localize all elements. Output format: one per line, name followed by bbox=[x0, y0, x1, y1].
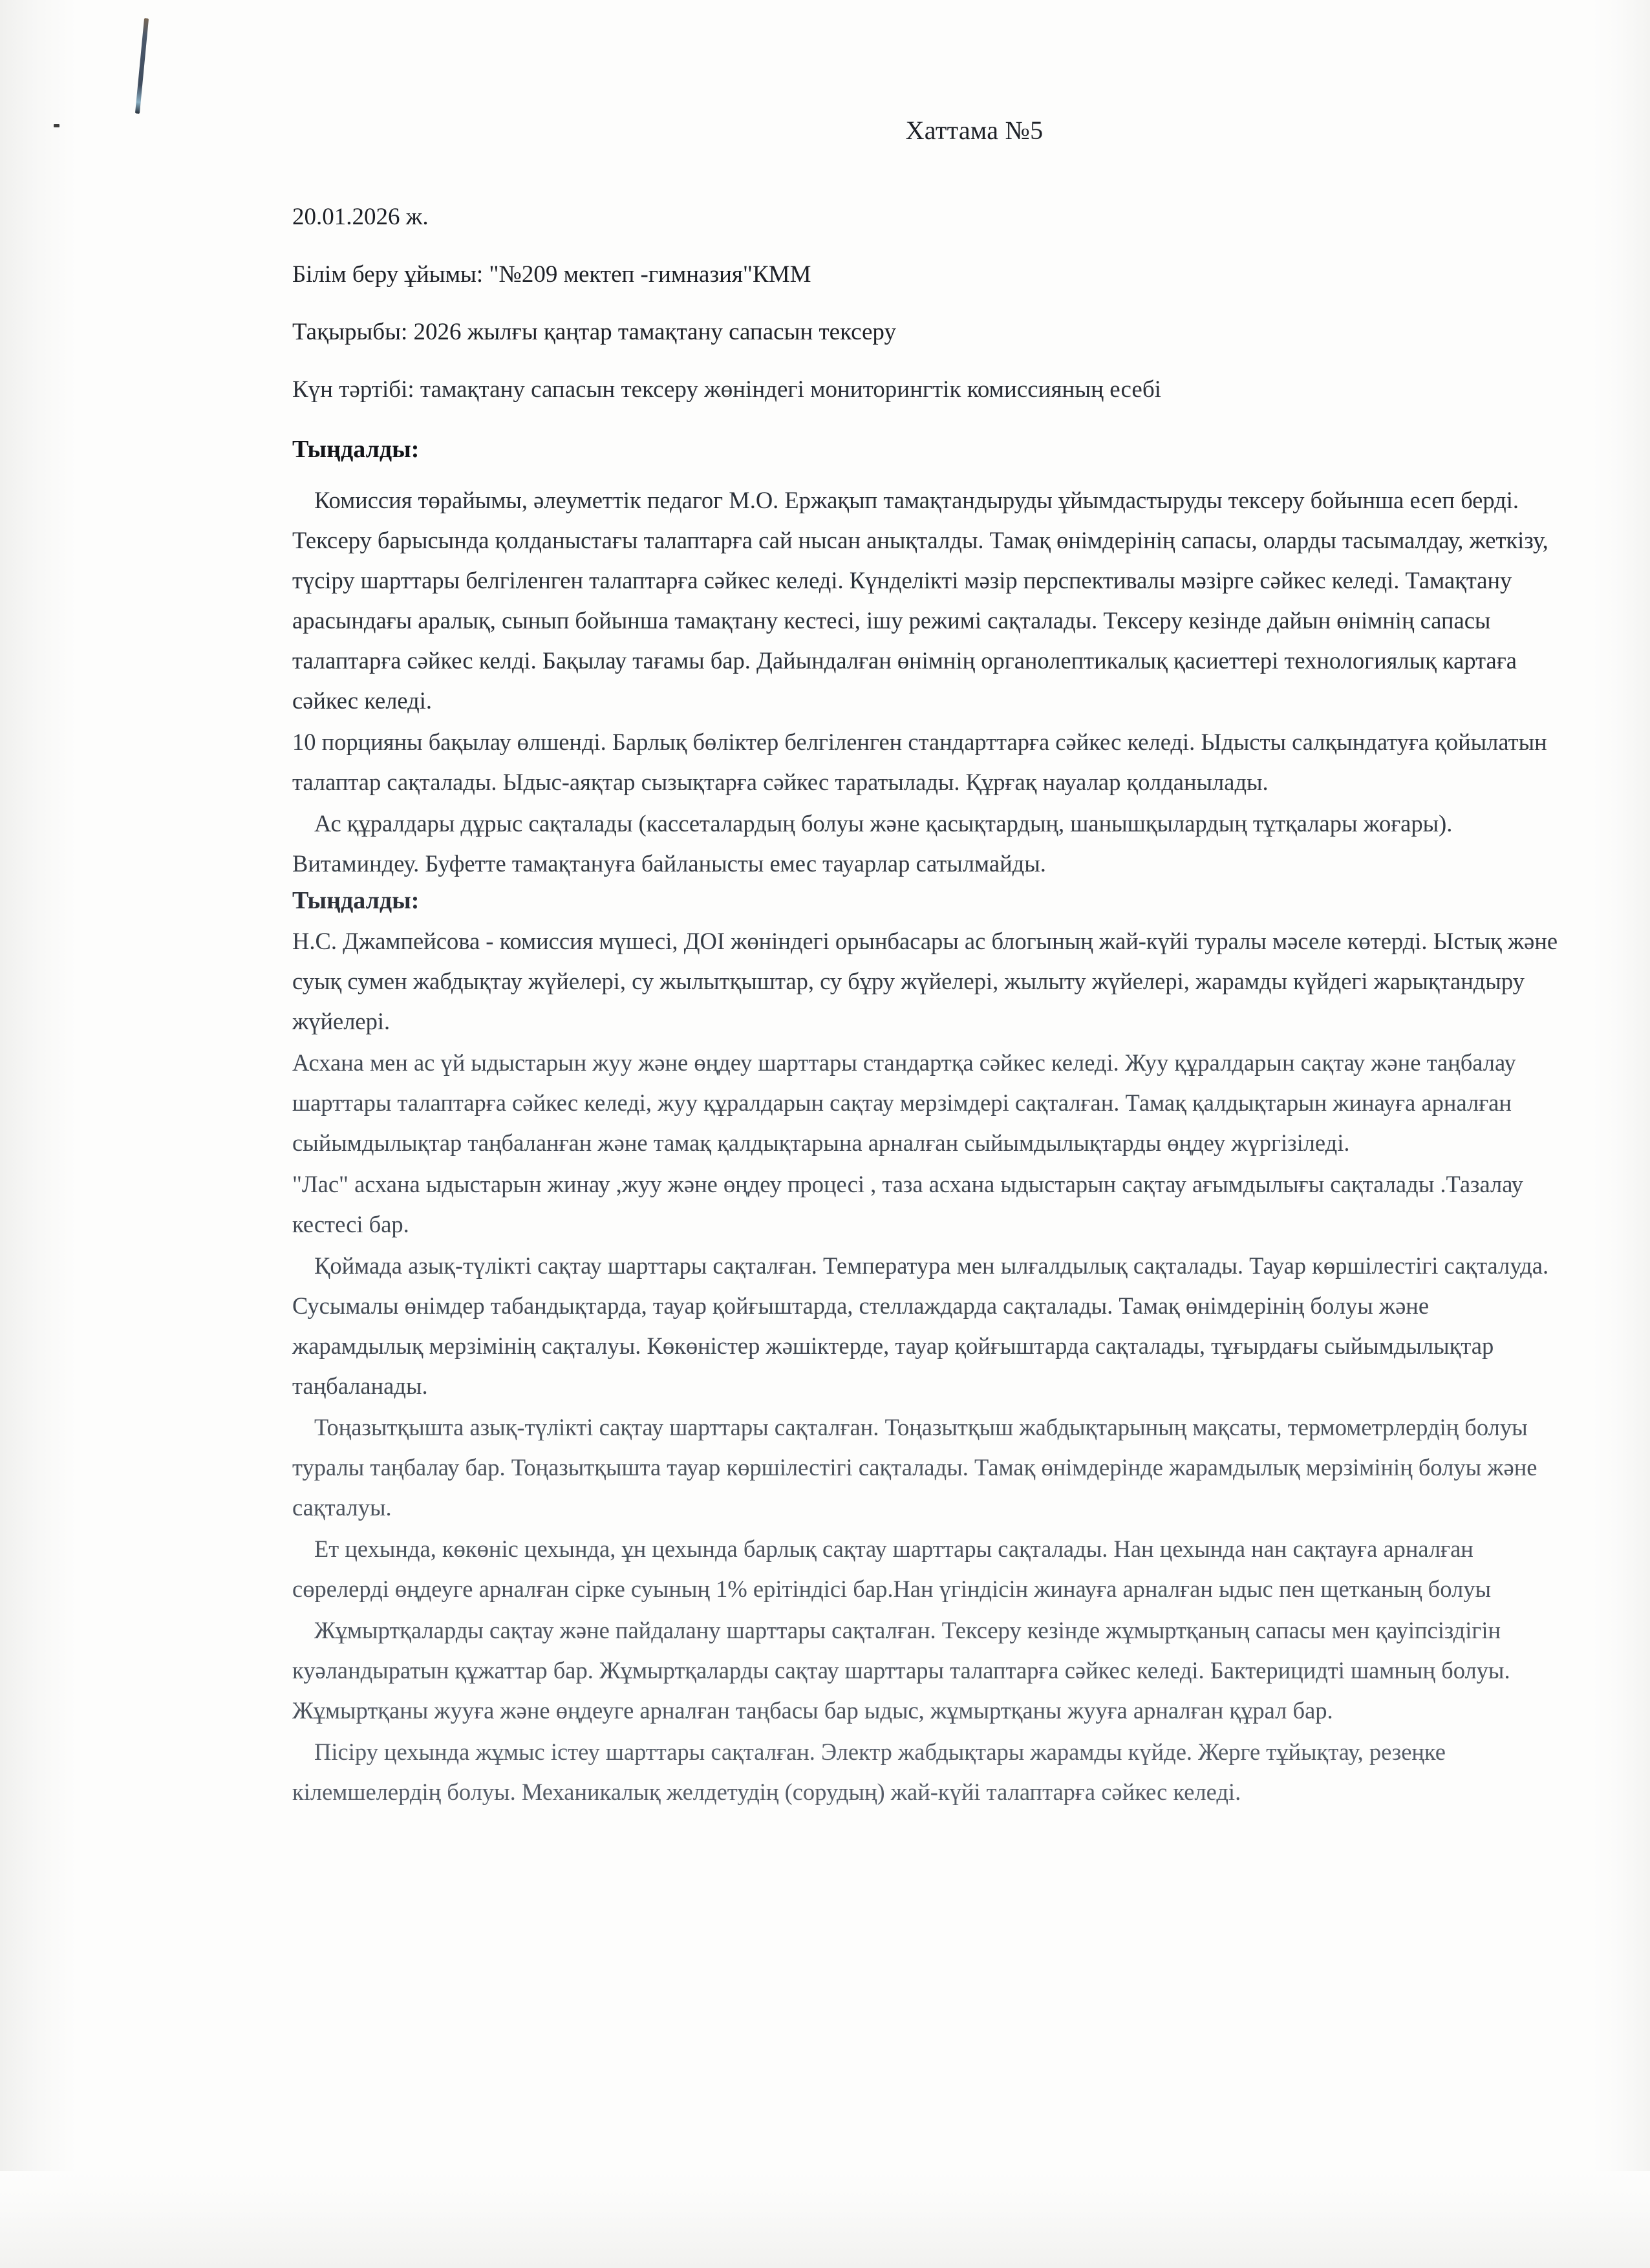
document-date: 20.01.2026 ж. bbox=[292, 204, 429, 230]
section-heading-listened-second: Тыңдалды: bbox=[292, 887, 420, 914]
body-paragraph-9: Ет цехында, көкөніс цехында, ұн цехында барлық сақтау шарттары сақталады. Нан цехында нан сақтауға арналған сөрелерді өңдеуге арналған сірке суының 1% ерітіндісі бар.Нан үгіндісін жинауға арналған ыдыс пен щетканың болуы bbox=[292, 1535, 1492, 1602]
document-content bbox=[292, 0, 1559, 1813]
body-paragraph-4: Н.С. Джампейсова - комиссия мүшесі, ДОІ жөніндегі орынбасары ас блогының жай-күйі туралы мәселе көтерді. Ыстық және суық сумен жабдықтау жүйелері, су жылытқыштар, су бұру жүйелері, жылыту жүйелері, жарамды күйдегі жарықтандыру жүйелері. bbox=[292, 928, 1558, 1034]
body-paragraph-8: Тоңазытқышта азық-түлікті сақтау шарттары сақталған. Тоңазытқыш жабдықтарының мақсаты, термометрлердің болуы туралы таңбалау бар. Тоңазытқышта тауар көршілестігі сақталады. Тамақ өнімдерінде жарамдылық мерзімінің болуы және сақталуы. bbox=[292, 1414, 1538, 1521]
body-paragraph-7: Қоймада азық-түлікті сақтау шарттары сақталған. Температура мен ылғалдылық сақталады. Тауар көршілестігі сақталуда. Сусымалы өнімдер табандықтарда, тауар қойғыштарда, стеллаждарда сақталады. Тамақ өнімдерінің болуы және жарамдылық мерзімінің сақталуы. Көкөністер жәшіктерде, тауар қойғыштарда сақталады, тұғырдағы сыйымдылықтар таңбаланады. bbox=[292, 1252, 1549, 1399]
pen-stroke-artifact bbox=[135, 18, 149, 114]
body-paragraph-6: "Лас" асхана ыдыстарын жинау ,жуу және өңдеу процесі , таза асхана ыдыстарын сақтау ағымдылығы сақталады .Тазалау кестесі бар. bbox=[292, 1171, 1523, 1237]
body-paragraph-3: Ас құралдары дұрыс сақталады (кассеталардың болуы және қасықтардың, шанышқылардың тұтқалары жоғары). Витаминдеу. Буфетте тамақтануға байланысты емес тауарлар сатылмайды. bbox=[292, 810, 1453, 877]
page-title: Хаттама №5 bbox=[905, 116, 1044, 145]
body-paragraph-1: Комиссия төрайымы, әлеуметтік педагог М.О. Ержақып тамақтандыруды ұйымдастыруды тексеру бойынша есеп берді. Тексеру барысында қолданыстағы талаптарға сай нысан анықталды. Тамақ өнімдерінің сапасы, оларды тасымалдау, жеткізу, түсіру шарттары белгіленген талаптарға сәйкес келеді. Күнделікті мәзір перспективалы мәзірге сәйкес келеді. Тамақтану арасындағы аралық, сынып бойынша тамақтану кестесі, ішу режимі сақталады. Тексеру кезінде дайын өнімнің сапасы талаптарға сәйкес келді. Бақылау тағамы бар. Дайындалған өнімнің органолептикалық қасиеттері технологиялық картаға сәйкес келеді. bbox=[292, 487, 1548, 714]
body-paragraph-2: 10 порцияны бақылау өлшенді. Барлық бөліктер белгіленген стандарттарға сәйкес келеді. Ыдысты салқындатуға қойылатын талаптар сақталады. Ыдыс-аяқтар сызықтарға сәйкес таратылады. Құрғақ науалар қолданылады. bbox=[292, 729, 1547, 795]
ink-speck-artifact bbox=[54, 124, 59, 127]
body-paragraph-10: Жұмыртқаларды сақтау және пайдалану шарттары сақталған. Тексеру кезінде жұмыртқаның сапасы мен қауіпсіздігін куәландыратын құжаттар бар. Жұмыртқаларды сақтау шарттары талаптарға сәйкес келеді. Бактерицидті шамның болуы. Жұмыртқаны жууға және өңдеуге арналған таңбасы бар ыдыс, жұмыртқаны жууға арналған құрал бар. bbox=[292, 1617, 1510, 1724]
section-heading-listened-first: Тыңдалды: bbox=[292, 436, 420, 463]
scan-edge-shadow-right bbox=[1592, 0, 1650, 2268]
scan-edge-shadow-left bbox=[0, 0, 76, 2268]
document-metadata bbox=[292, 205, 1559, 401]
body-paragraph-5: Асхана мен ас үй ыдыстарын жуу және өңдеу шарттары стандартқа сәйкес келеді. Жуу құралдарын сақтау және таңбалау шарттары талаптарға сәйкес келеді, жуу құралдарын сақтау мерзімдері сақталған. Тамақ қалдықтарын жинауға арналған сыйымдылықтар таңбаланған және тамақ қалдықтарына арналған сыйымдылықтарды өңдеу жүргізіледі. bbox=[292, 1049, 1516, 1156]
subject-line: Тақырыбы: 2026 жылғы қаңтар тамақтану сапасын тексеру bbox=[292, 319, 896, 345]
organization-line: Білім беру ұйымы: "№209 мектеп -гимназия"КММ bbox=[292, 261, 811, 288]
body-paragraph-11: Пісіру цехында жұмыс істеу шарттары сақталған. Электр жабдықтары жарамды күйде. Жерге тұйықтау, резеңке кілемшелердің болуы. Механикалық желдетудің (сорудың) жай-күйі талаптарға сәйкес келеді. bbox=[292, 1738, 1446, 1805]
agenda-line: Күн тәртібі: тамақтану сапасын тексеру жөніндегі мониторингтік комиссияның есебі bbox=[292, 376, 1161, 403]
scan-edge-shadow-bottom bbox=[0, 2171, 1650, 2268]
